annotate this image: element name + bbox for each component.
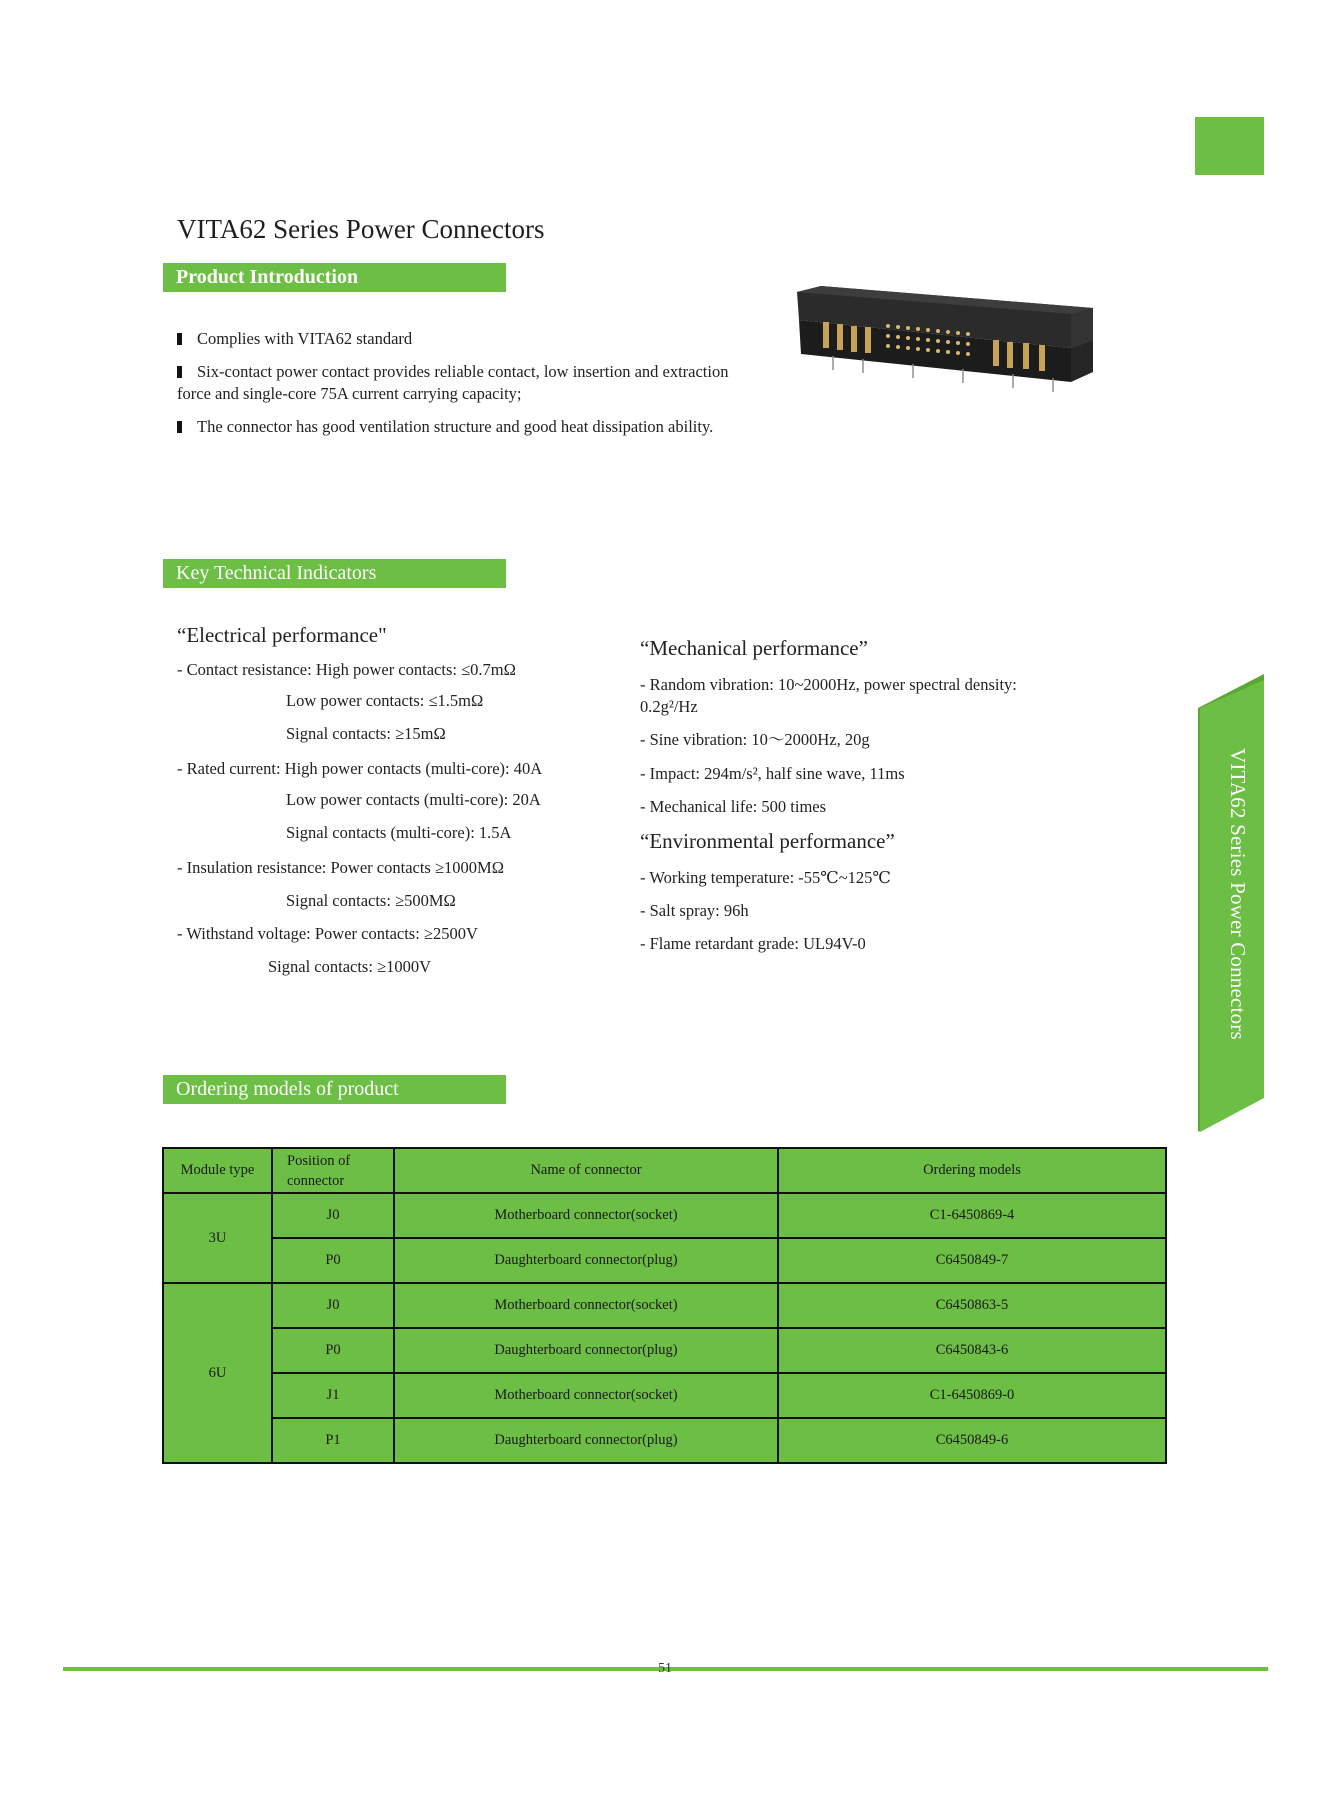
page-number: 51 [658,1661,672,1676]
connector-name-cell: Motherboard connector(socket) [394,1193,778,1238]
header-connector-name: Name of connector [394,1148,778,1193]
spec-line: - Random vibration: 10~2000Hz, power spectral density: [640,675,1017,694]
spec-line: - Flame retardant grade: UL94V-0 [640,934,866,953]
ordering-model-cell: C1-6450869-4 [778,1193,1166,1238]
electrical-performance-heading: “Electrical performance" [177,623,387,647]
header-ordering-models: Ordering models [778,1148,1166,1193]
page-title: VITA62 Series Power Connectors [177,214,545,244]
spec-line: - Rated current: High power contacts (multi-core): 40A [177,759,543,778]
list-item: The connector has good ventilation structure and good heat dissipation ability. [177,416,737,438]
table-row [163,1193,1166,1238]
spec-line: - Salt spray: 96h [640,901,749,920]
connector-name-cell: Daughterboard connector(plug) [394,1238,778,1283]
spec-line: Low power contacts: ≤1.5mΩ [286,691,484,710]
table-row [163,1238,1166,1283]
table-row [163,1283,1166,1328]
position-cell: P0 [272,1328,394,1373]
position-cell: P0 [272,1238,394,1283]
position-cell: P1 [272,1418,394,1463]
section-heading-key-technical-indicators: Key Technical Indicators [163,559,506,588]
mechanical-performance-heading: “Mechanical performance” [640,636,868,660]
header-position: Position of connector [272,1148,394,1193]
environmental-performance-heading: “Environmental performance” [640,829,895,853]
spec-line: - Working temperature: -55℃~125℃ [640,868,891,887]
bullet-icon [177,333,182,345]
section-heading-ordering-models: Ordering models of product [163,1075,506,1104]
position-cell: J0 [272,1283,394,1328]
ordering-model-cell: C6450843-6 [778,1328,1166,1373]
connector-name-cell: Motherboard connector(socket) [394,1373,778,1418]
bullet-icon [177,366,182,378]
spec-line: - Withstand voltage: Power contacts: ≥2500V [177,924,478,943]
connector-name-cell: Daughterboard connector(plug) [394,1418,778,1463]
connector-name-cell: Motherboard connector(socket) [394,1283,778,1328]
spec-line: Signal contacts (multi-core): 1.5A [286,823,512,842]
bullet-icon [177,421,182,433]
module-type-cell: 3U [163,1193,272,1283]
header-module-type: Module type [163,1148,272,1193]
ordering-model-cell: C6450849-6 [778,1418,1166,1463]
ordering-model-cell: C6450863-5 [778,1283,1166,1328]
ordering-model-cell: C6450849-7 [778,1238,1166,1283]
table-row [163,1418,1166,1463]
table-row [163,1328,1166,1373]
spec-line: Signal contacts: ≥500MΩ [286,891,456,910]
spec-line: - Contact resistance: High power contacts: ≤0.7mΩ [177,660,516,679]
spec-line: - Impact: 294m/s², half sine wave, 11ms [640,764,905,783]
ordering-models-table [162,1147,1167,1464]
ordering-model-cell: C1-6450869-0 [778,1373,1166,1418]
spec-line: - Insulation resistance: Power contacts ≥1000MΩ [177,858,504,877]
list-item: Complies with VITA62 standard [177,328,737,350]
list-item: Six-contact power contact provides reliable contact, low insertion and extraction force and single-core 75A current carrying capacity; [177,362,729,403]
section-heading-product-introduction: Product Introduction [163,263,506,292]
spec-line: Low power contacts (multi-core): 20A [286,790,541,809]
spec-line: 0.2g²/Hz [640,697,698,716]
spec-line: Signal contacts: ≥15mΩ [286,724,446,743]
table-header-row [163,1148,1166,1193]
spec-line: - Mechanical life: 500 times [640,797,827,816]
spec-line: - Sine vibration: 10～2000Hz, 20g [640,730,870,749]
side-tab-label: VITA62 Series Power Connectors [1226,748,1250,1040]
position-cell: J1 [272,1373,394,1418]
module-type-cell: 6U [163,1283,272,1463]
connector-product-image [793,282,1103,400]
connector-name-cell: Daughterboard connector(plug) [394,1328,778,1373]
position-cell: J0 [272,1193,394,1238]
table-row [163,1373,1166,1418]
spec-line: Signal contacts: ≥1000V [268,957,432,976]
intro-bullet-list [177,328,737,449]
corner-tab-decoration [1195,117,1264,175]
